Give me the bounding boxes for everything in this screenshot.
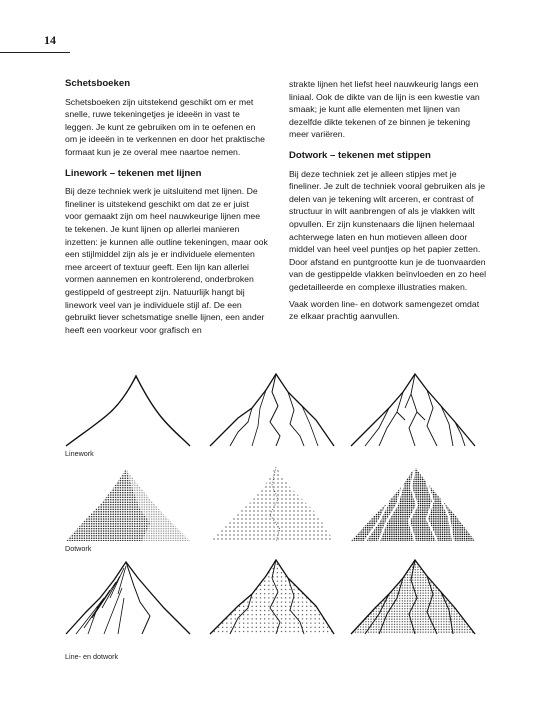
caption-dotwork: Dotwork xyxy=(65,544,92,553)
mountain-sparse-dots-illustration xyxy=(208,465,336,545)
heading-linework: Linework – tekenen met lijnen xyxy=(65,167,202,179)
combined-illustrations xyxy=(64,558,484,638)
mountain-facets-illustration xyxy=(349,372,477,452)
heading-dotwork: Dotwork – tekenen met stippen xyxy=(289,149,431,161)
right-column xyxy=(289,78,489,323)
paragraph-combined: Vaak worden line- en dotwork samengezet omdat ze elkaar prachtig aanvullen. xyxy=(289,298,480,322)
paragraph-dotwork: Bij deze techniek zet je alleen stipjes met je fineliner. Je zult de techniek vooral gebruiken als je delen van je tekening wilt arceren, er contrast of structuur in wilt aanbrengen of als je vlakken wilt opvullen. Er zijn kunstenaars die lijnen helemaal achterwege laten en hun motieven alleen door middel van heel veel puntjes op het papier zetten. Door afstand en puntgrootte kun je de tuonvaarden van de gestippelde vlakken beïnvloeden en zo heel gedetailleerde en complexe illustraties maken. xyxy=(289,168,487,292)
caption-linework: Linework xyxy=(65,449,94,458)
mountain-line-dot-illustration xyxy=(208,558,336,638)
mountain-hatched-illustration xyxy=(64,558,192,638)
mountain-facet-dots-illustration xyxy=(349,465,477,545)
header-rule xyxy=(0,52,70,53)
mountain-line-dot-facets-illustration xyxy=(349,558,477,638)
dotwork-illustrations xyxy=(64,465,484,545)
mountain-ridges-illustration xyxy=(208,372,336,452)
mountain-outline-illustration xyxy=(64,372,192,452)
paragraph-linework: Bij deze techniek werk je uitsluitend met lijnen. De fineliner is uitstekend geschikt om dat ze er juist voor gemaakt zijn om heel nauwkeurige lijnen mee te tekenen. Je kunt lijnen op allerlei manieren inzetten: je kunnen alle outline tekeningen, maar ook een stijlmiddel zijn als je er individuele elementen mee arceert of textuur geeft. Een lijn kan allerlei vormen aannemen en kontrolerend, onderbroken gestippeld of gestreept zijn. Natuurlijk hangt bij linework veel van je individuele stijl af. De een gebruikt liever schetsmatige snelle lijnen, een ander heeft een voorkeur voor grafisch en xyxy=(65,186,268,335)
caption-combined: Line- en dotwork xyxy=(65,652,119,661)
linework-illustrations xyxy=(64,372,484,452)
mountain-dense-dots-illustration xyxy=(64,465,192,545)
page-number: 14 xyxy=(44,33,56,47)
left-column xyxy=(65,78,268,336)
heading-schetsboeken: Schetsboeken xyxy=(65,78,131,89)
paragraph-schetsboeken: Schetsboeken zijn uitstekend geschikt om er met snelle, ruwe tekeningetjes je ideeën in vast te leggen. Je kunt ze gebruiken om in te oefenen en om je ideeën in te verkennen en door het praktische formaat kun je ze overal mee naartoe nemen. xyxy=(65,96,265,157)
paragraph-linework-continued: strakte lijnen het liefst heel nauwkeurig langs een liniaal. Ook de dikte van de lijn is een kwestie van smaak; je kunt alle elementen met lijnen van dezelfde dikte tekenen of ze binnen je tekening meer variëren. xyxy=(289,79,480,140)
